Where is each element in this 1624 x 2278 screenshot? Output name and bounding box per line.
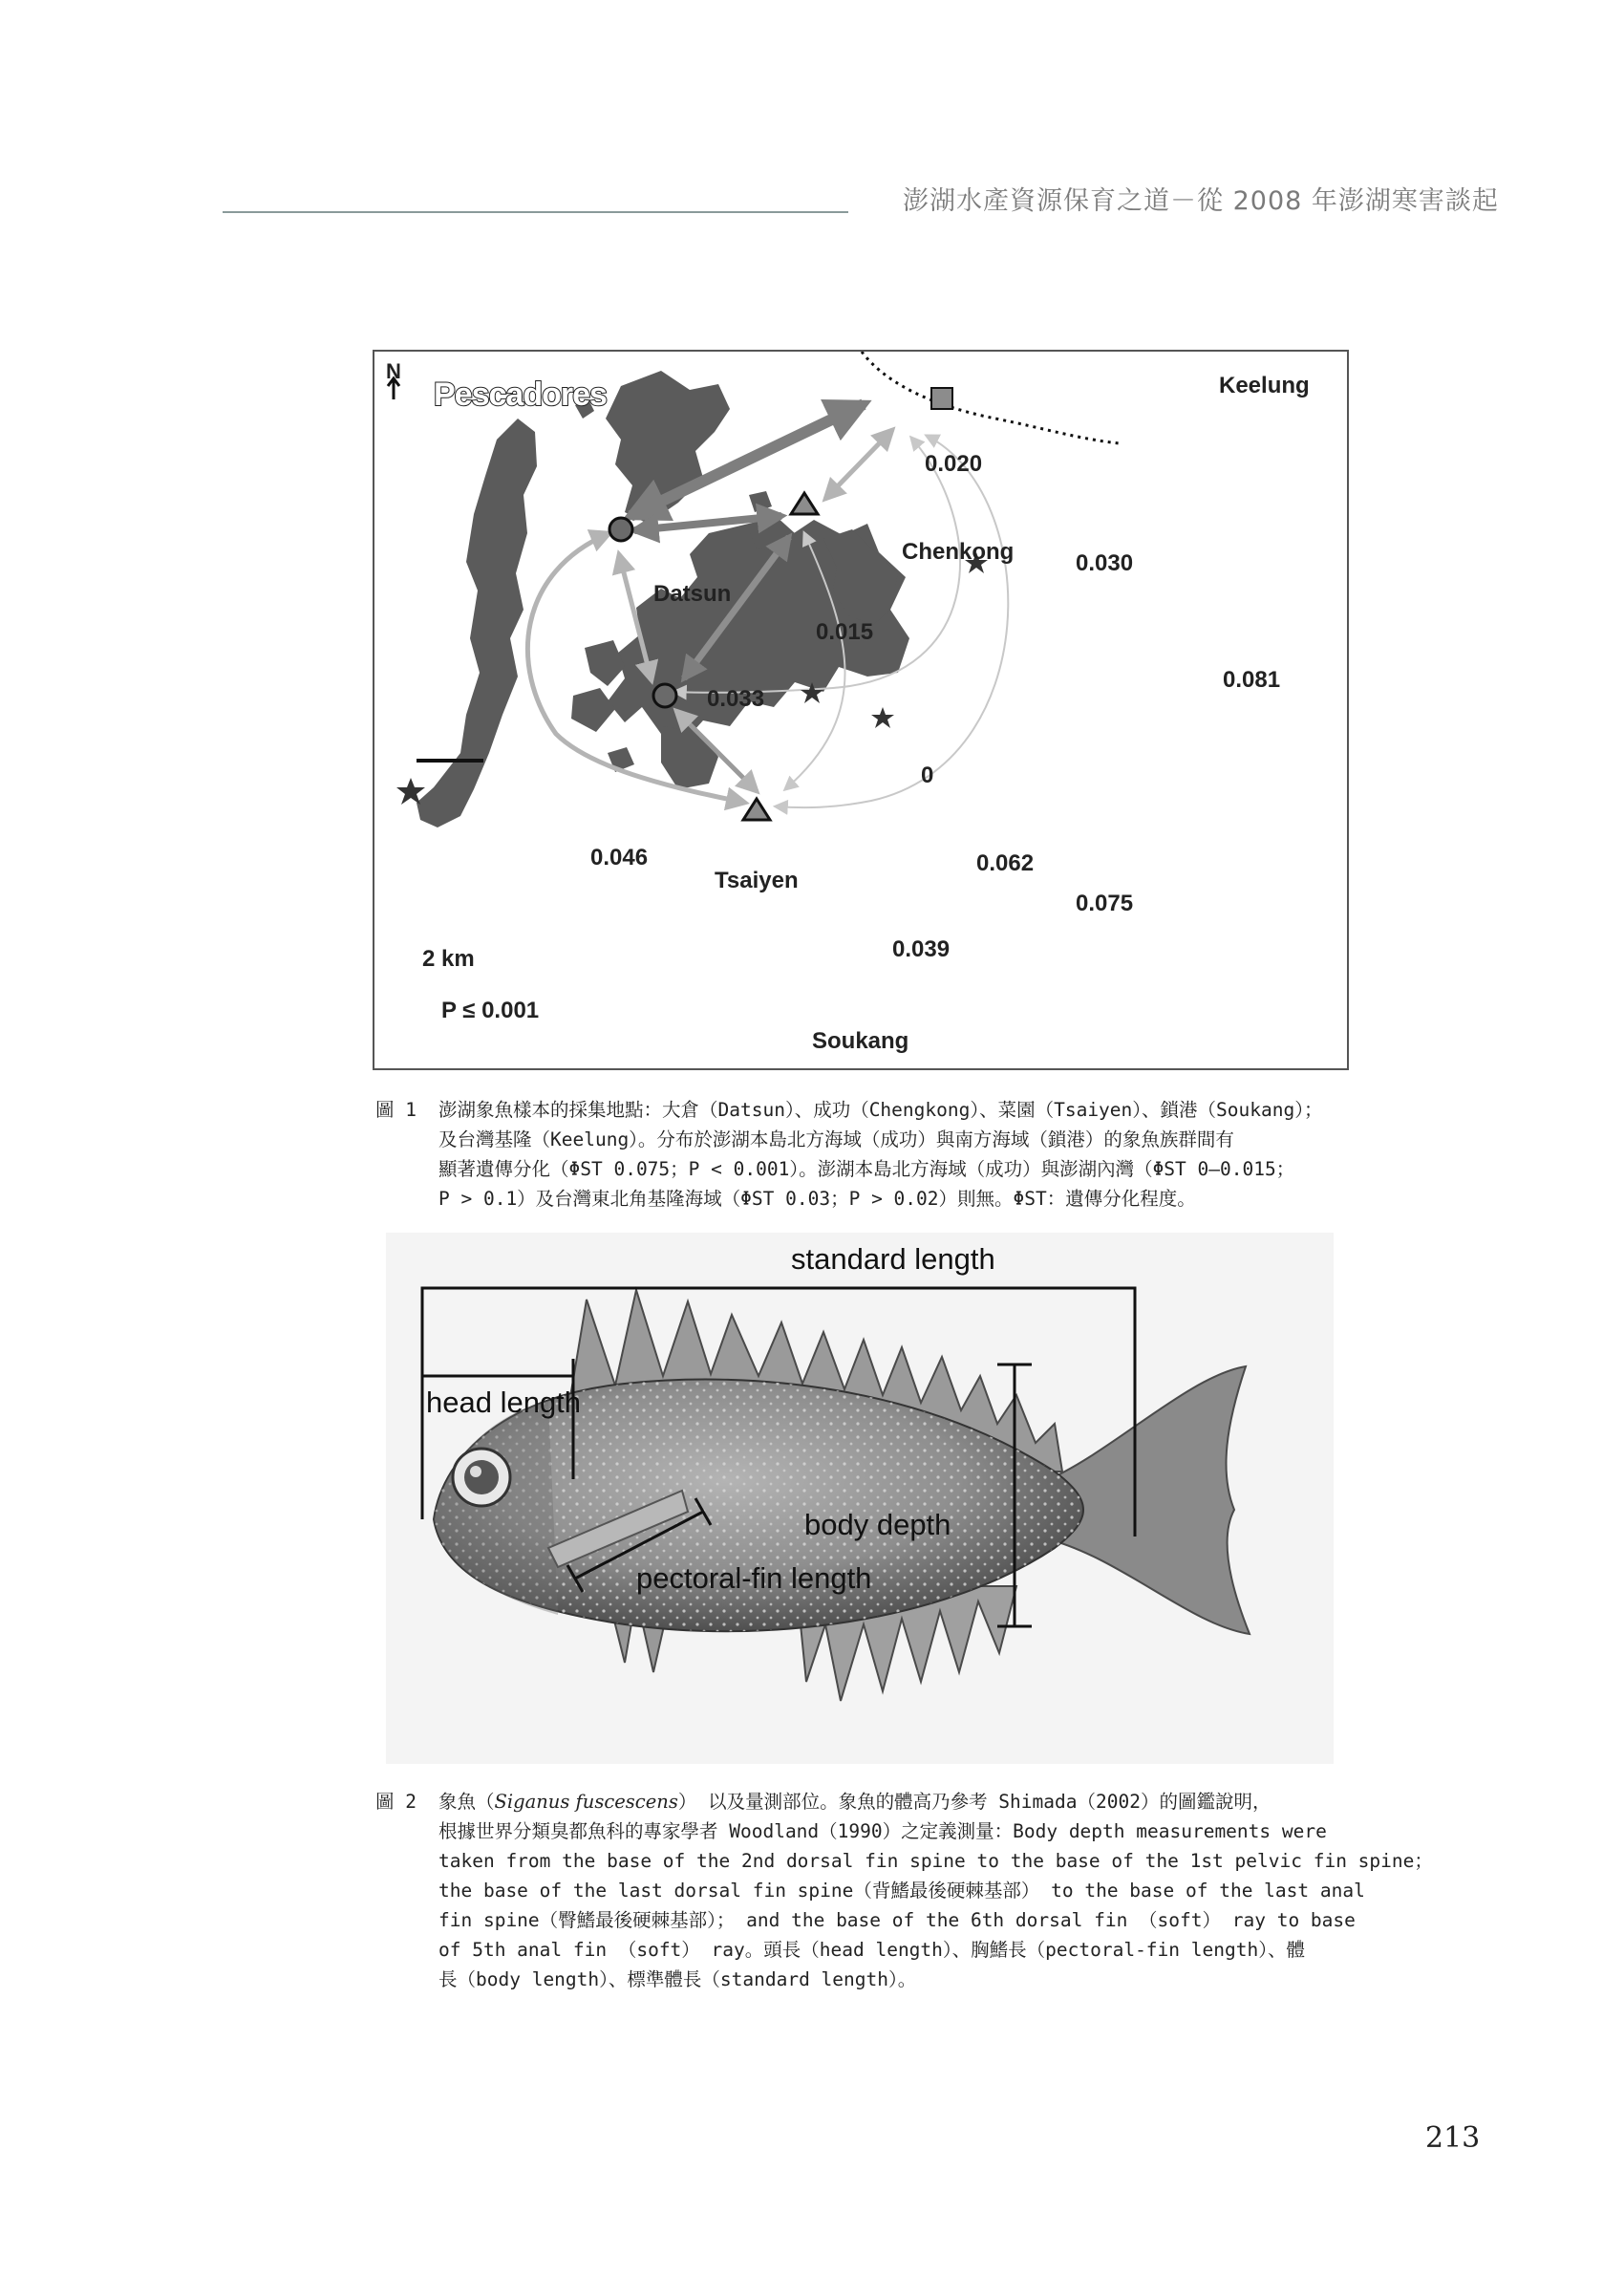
caption-line: fin spine（臀鰭最後硬棘基部）； and the base of the 6th dorsal fin （soft） ray to base xyxy=(438,1909,1356,1931)
caption-line: 及台灣基隆（Keelung）。分布於澎湖本島北方海域（成功）與南方海域（鎖港）的象魚族群間有 xyxy=(438,1128,1234,1150)
caption-line: P > 0.1）及台灣東北角基隆海域（ΦST 0.03；P > 0.02）則無。ΦST：遺傳分化程度。 xyxy=(438,1188,1196,1210)
map-graphic xyxy=(374,352,1347,1068)
soukang-marker xyxy=(743,799,770,820)
scale-label: 2 km xyxy=(422,946,475,972)
running-header-title: 澎湖水產資源保育之道－從 2008 年澎湖寒害談起 xyxy=(903,186,1499,216)
legend-text: P ≤ 0.001 xyxy=(441,998,540,1023)
value-label: 0.081 xyxy=(1223,667,1281,693)
figure-2-photo xyxy=(386,1233,1334,1764)
value-label: 0.062 xyxy=(976,850,1035,876)
label-pectoral-fin-length: pectoral-fin length xyxy=(636,1561,872,1595)
figure-2-label: 圖 2 xyxy=(375,1791,417,1813)
site-label-datsun: Datsun xyxy=(653,581,732,607)
value-label: 0.030 xyxy=(1076,550,1134,576)
star-icon xyxy=(871,707,894,728)
figure-1-map xyxy=(373,350,1349,1070)
datsun-marker xyxy=(609,518,632,541)
caption-line: of 5th anal fin （soft） ray。頭長（head length）、胸鰭長（pectoral-fin length）、體 xyxy=(438,1939,1305,1961)
figure-1-caption-body xyxy=(438,1095,1322,1214)
label-head-length: head length xyxy=(426,1386,582,1419)
figure-2-caption-body xyxy=(438,1787,1433,1994)
site-label-chenkong: Chenkong xyxy=(902,539,1015,565)
arrow-chenkong-keelung xyxy=(825,430,892,499)
caption-line xyxy=(438,1787,1433,1816)
taiwan-coastline xyxy=(862,352,1120,443)
value-label: 0 xyxy=(921,763,934,788)
site-label-keelung: Keelung xyxy=(1219,373,1310,398)
page-number: 213 xyxy=(1425,2121,1481,2155)
fish-illustration xyxy=(386,1233,1334,1764)
caption-line: 顯著遺傳分化（ΦST 0.075；P < 0.001）。澎湖本島北方海域（成功）與澎湖內灣（ΦST 0–0.015； xyxy=(438,1158,1295,1180)
caption-line: 根據世界分類臭都魚科的專家學者 Woodland（1990）之定義測量：Body depth measurements were xyxy=(438,1820,1327,1842)
caption-line: 澎湖象魚樣本的採集地點：大倉（Datsun）、成功（Chengkong）、菜園（Tsaiyen）、鎖港（Soukang）； xyxy=(438,1099,1323,1121)
caption-line: 長（body length）、標準體長（standard length）。 xyxy=(438,1968,917,1990)
caption-line: taken from the base of the 2nd dorsal fin spine to the base of the 1st pelvic fin spine； xyxy=(438,1850,1433,1872)
site-label-soukang: Soukang xyxy=(812,1028,909,1054)
header-rule xyxy=(223,211,848,213)
label-standard-length: standard length xyxy=(791,1242,995,1276)
species-name: Siganus fuscescens xyxy=(494,1791,678,1813)
caption-line: the base of the last dorsal fin spine（背鰭最後硬棘基部） to the base of the last anal xyxy=(438,1880,1365,1902)
figure-1-label: 圖 1 xyxy=(375,1099,417,1121)
value-label: 0.046 xyxy=(590,845,649,870)
tsaiyen-marker xyxy=(653,684,676,707)
chenkong-marker xyxy=(791,493,818,514)
western-island xyxy=(417,419,537,827)
north-label: N xyxy=(386,359,401,383)
value-label: 0.075 xyxy=(1076,891,1134,916)
caption-text: 象魚（ xyxy=(438,1791,495,1813)
label-body-depth: body depth xyxy=(804,1508,951,1541)
value-label: 0.033 xyxy=(707,686,765,712)
figure-1-caption xyxy=(375,1095,1350,1219)
value-label: 0.039 xyxy=(892,936,951,962)
site-label-tsaiyen: Tsaiyen xyxy=(715,868,799,893)
figure-2-caption xyxy=(375,1787,1433,2007)
value-label: 0.015 xyxy=(816,619,874,645)
map-title: Pescadores xyxy=(434,376,607,413)
keelung-marker xyxy=(931,388,952,409)
caption-text: ） 以及量測部位。象魚的體高乃參考 Shimada（2002）的圖鑑說明， xyxy=(677,1791,1271,1813)
value-label: 0.020 xyxy=(925,451,983,477)
